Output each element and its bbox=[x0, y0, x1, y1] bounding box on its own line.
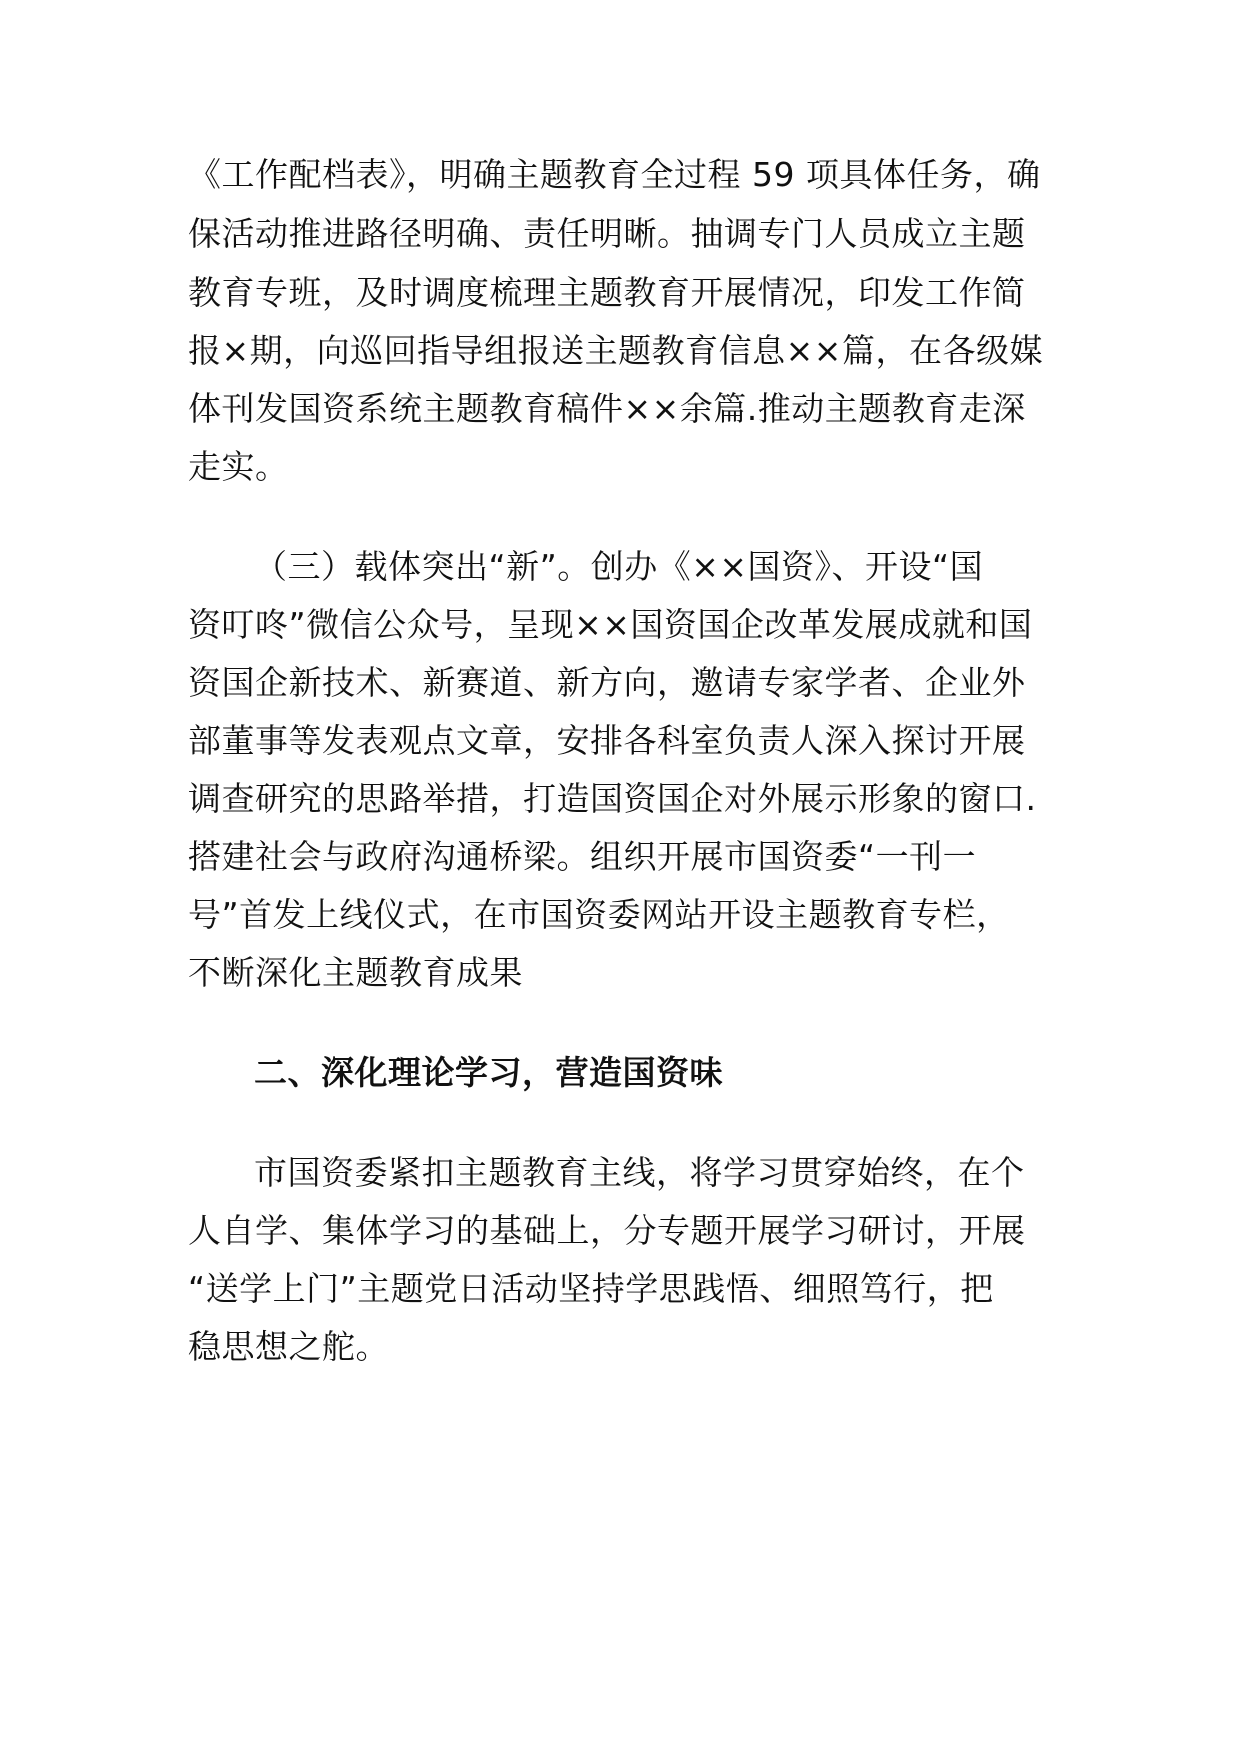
paragraph-2-line-5: 调查研究的思路举措，打造国资国企对外展示形象的窗口. bbox=[188, 779, 1037, 818]
section-heading: 二、深化理论学习，营造国资味 bbox=[254, 1053, 723, 1092]
paragraph-2-line-6: 搭建社会与政府沟通桥梁。组织开展市国资委“一刊一 bbox=[188, 837, 977, 876]
paragraph-2-line-7: 号”首发上线仪式，在市国资委网站开设主题教育专栏， bbox=[188, 895, 1010, 934]
paragraph-1-line-3: 教育专班，及时调度梳理主题教育开展情况，印发工作简 bbox=[188, 273, 1026, 312]
paragraph-2-line-1: （三）载体突出“新”。创办《××国资》、开设“国 bbox=[254, 547, 984, 586]
paragraph-2-line-2: 资叮咚”微信公众号，呈现××国资国企改革发展成就和国 bbox=[188, 605, 1033, 644]
paragraph-1-line-4: 报×期，向巡回指导组报送主题教育信息××篇，在各级媒 bbox=[188, 331, 1043, 370]
paragraph-1-line-1: 《工作配档表》，明确主题教育全过程 59 项具体任务，确 bbox=[188, 155, 1041, 194]
paragraph-1-line-6: 走实。 bbox=[188, 447, 289, 486]
paragraph-1-line-5: 体刊发国资系统主题教育稿件××余篇.推动主题教育走深 bbox=[188, 389, 1026, 428]
paragraph-1-line-2: 保活动推进路径明确、责任明晰。抽调专门人员成立主题 bbox=[188, 214, 1026, 253]
paragraph-2-line-8: 不断深化主题教育成果 bbox=[188, 953, 523, 992]
paragraph-3-line-3: “送学上门”主题党日活动坚持学思践悟、细照笃行，把 bbox=[188, 1269, 994, 1308]
paragraph-2-line-4: 部董事等发表观点文章，安排各科室负责人深入探讨开展 bbox=[188, 721, 1026, 760]
paragraph-3-line-2: 人自学、集体学习的基础上，分专题开展学习研讨，开展 bbox=[188, 1211, 1026, 1250]
paragraph-3-line-1: 市国资委紧扣主题教育主线，将学习贯穿始终，在个 bbox=[254, 1153, 1025, 1192]
paragraph-3-line-4: 稳思想之舵。 bbox=[188, 1327, 389, 1366]
paragraph-2-line-3: 资国企新技术、新赛道、新方向，邀请专家学者、企业外 bbox=[188, 663, 1026, 702]
